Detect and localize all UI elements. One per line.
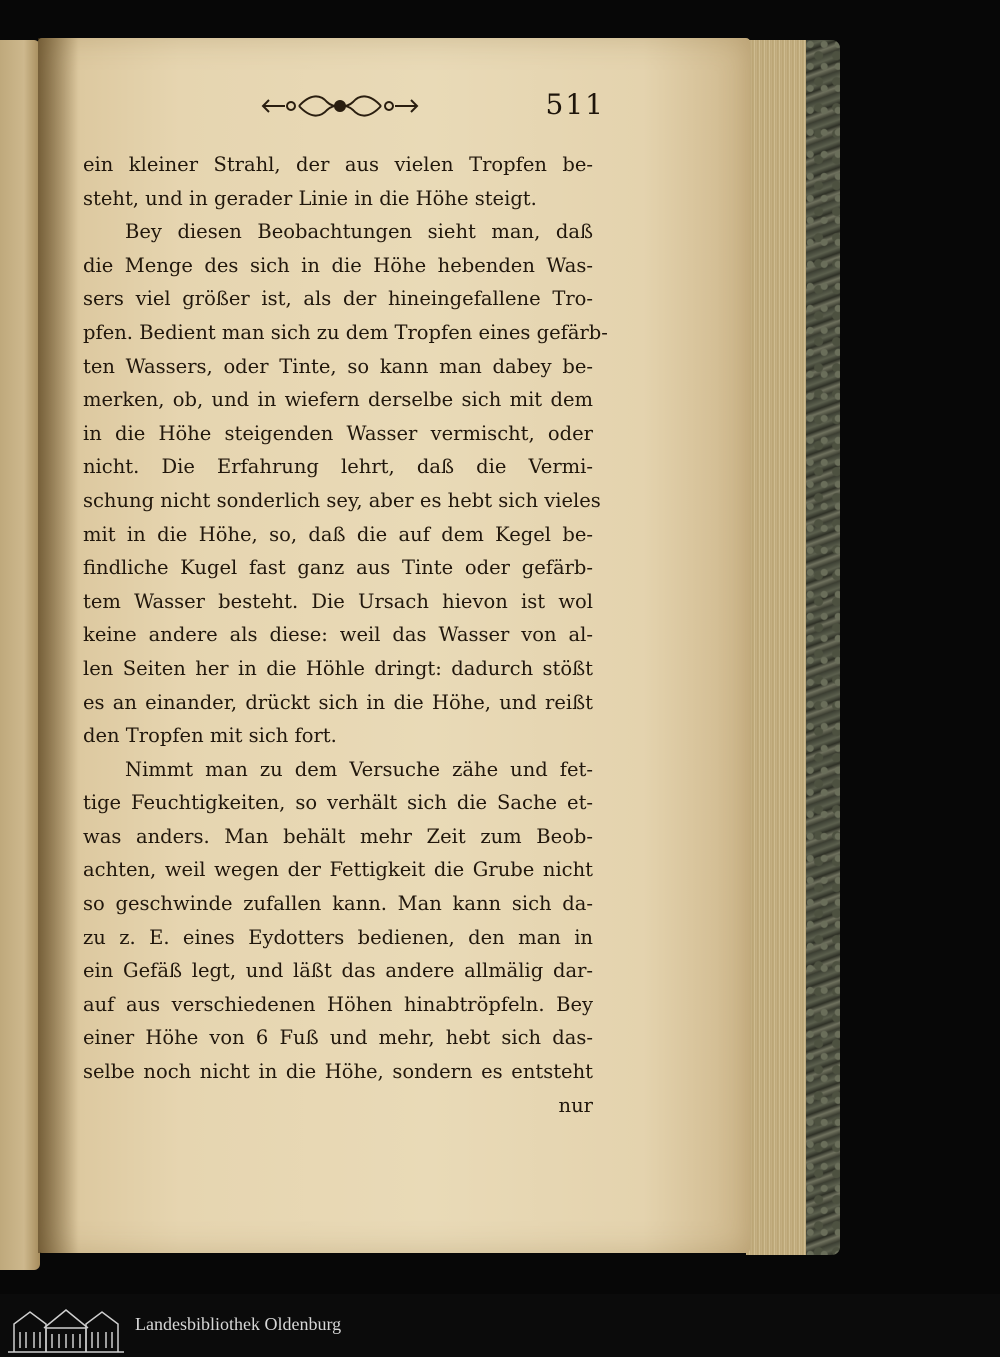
text-line: in die Höhe steigenden Wasser vermischt, oder bbox=[83, 421, 593, 445]
library-building-icon bbox=[6, 1302, 126, 1354]
marbled-cover bbox=[806, 40, 840, 1255]
text-line: findliche Kugel fast ganz aus Tinte oder gefärb- bbox=[83, 556, 593, 580]
text-line: ten Wassers, oder Tinte, so kann man dabey be- bbox=[83, 354, 593, 378]
text-line: es an einander, drückt sich in die Höhe, und reißt bbox=[83, 690, 593, 714]
page-edges bbox=[746, 40, 812, 1255]
text-line: sers viel größer ist, als der hineingefallene Tro- bbox=[83, 287, 593, 311]
text-line: tige Feuchtigkeiten, so verhält sich die Sache et- bbox=[83, 791, 593, 815]
library-name: Landesbibliothek Oldenburg bbox=[135, 1314, 342, 1334]
text-line: selbe noch nicht in die Höhe, sondern es entsteht bbox=[83, 1060, 593, 1084]
text-line: tem Wasser besteht. Die Ursach hievon ist wol bbox=[83, 589, 593, 613]
page-gutter-shadow bbox=[38, 38, 78, 1253]
catchword: nur bbox=[558, 1093, 593, 1117]
text-line: nicht. Die Erfahrung lehrt, daß die Vermi- bbox=[83, 455, 593, 479]
text-line: Nimmt man zu dem Versuche zähe und fet- bbox=[125, 757, 593, 781]
text-line: steht, und in gerader Linie in die Höhe steigt. bbox=[83, 186, 537, 210]
text-line: Bey diesen Beobachtungen sieht man, daß bbox=[125, 220, 593, 244]
text-line: auf aus verschiedenen Höhen hinabtröpfeln. Bey bbox=[83, 992, 593, 1016]
text-line: einer Höhe von 6 Fuß und mehr, hebt sich das- bbox=[83, 1026, 593, 1050]
text-line: schung nicht sonderlich sey, aber es hebt sich vieles bbox=[83, 488, 601, 512]
ornament-icon bbox=[255, 88, 425, 124]
text-line: ein kleiner Strahl, der aus vielen Tropfen be- bbox=[83, 153, 593, 176]
text-line: merken, ob, und in wiefern derselbe sich mit dem bbox=[83, 388, 593, 412]
text-line: mit in die Höhe, so, daß die auf dem Kegel be- bbox=[83, 522, 593, 546]
text-line: pfen. Bedient man sich zu dem Tropfen eines gefärb- bbox=[83, 320, 608, 344]
text-line: den Tropfen mit sich fort. bbox=[83, 724, 337, 748]
text-line: was anders. Man behält mehr Zeit zum Beob- bbox=[83, 824, 593, 848]
text-line: len Seiten her in die Höhle dringt: dadurch stößt bbox=[83, 656, 593, 680]
text-line: keine andere als diese: weil das Wasser von al- bbox=[83, 623, 593, 647]
body-text bbox=[83, 148, 608, 1122]
page-number: 511 bbox=[545, 88, 605, 121]
running-head bbox=[255, 88, 605, 124]
text-line: so geschwinde zufallen kann. Man kann sich da- bbox=[83, 892, 593, 916]
text-line: ein Gefäß legt, und läßt das andere allmälig dar- bbox=[83, 959, 593, 983]
text-line: die Menge des sich in die Höhe hebenden Was- bbox=[83, 253, 593, 277]
footer-bar bbox=[0, 1294, 1000, 1357]
text-line: zu z. E. eines Eydotters bedienen, den man in bbox=[83, 925, 593, 949]
left-facing-page bbox=[0, 40, 40, 1270]
text-line: achten, weil wegen der Fettigkeit die Grube nicht bbox=[83, 858, 593, 882]
